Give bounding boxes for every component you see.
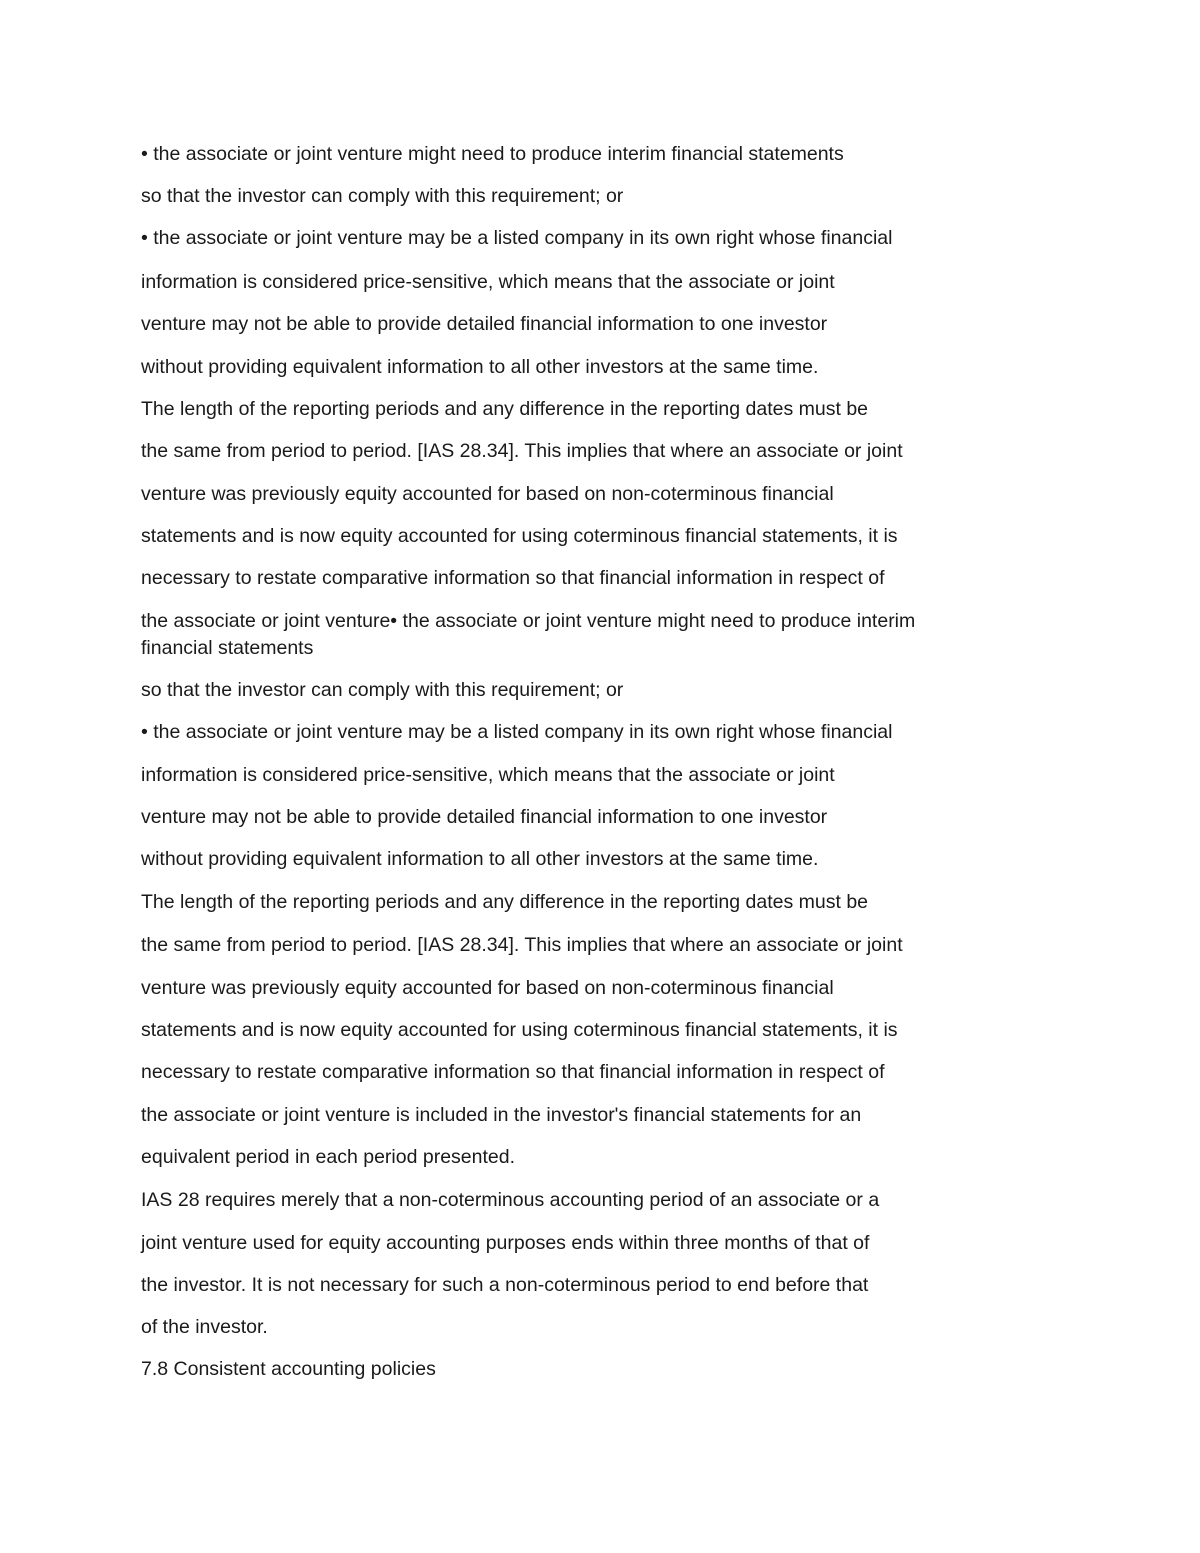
text-line: statements and is now equity accounted for using coterminous financial statements, it is — [141, 1019, 898, 1041]
text-line: of the investor. — [141, 1316, 268, 1338]
text-line: so that the investor can comply with this requirement; or — [141, 185, 624, 207]
text-line: the same from period to period. [IAS 28.34]. This implies that where an associate or joint — [141, 934, 903, 956]
text-line: the associate or joint venture is included in the investor's financial statements for an — [141, 1104, 862, 1126]
text-line: • the associate or joint venture might need to produce interim financial statements — [141, 143, 844, 165]
text-line: venture may not be able to provide detailed financial information to one investor — [141, 313, 828, 335]
text-line: the same from period to period. [IAS 28.34]. This implies that where an associate or joint — [141, 440, 903, 462]
text-line: information is considered price-sensitive, which means that the associate or joint — [141, 764, 835, 786]
text-line: necessary to restate comparative information so that financial information in respect of — [141, 1061, 885, 1083]
text-line: without providing equivalent information to all other investors at the same time. — [141, 848, 819, 870]
text-line: venture was previously equity accounted for based on non-coterminous financial — [141, 977, 834, 999]
text-line: • the associate or joint venture may be a listed company in its own right whose financial — [141, 721, 893, 743]
text-line: financial statements — [141, 637, 314, 659]
text-line: venture was previously equity accounted for based on non-coterminous financial — [141, 483, 834, 505]
text-line: necessary to restate comparative information so that financial information in respect of — [141, 567, 885, 589]
text-line: the associate or joint venture• the associate or joint venture might need to produce interim — [141, 610, 916, 632]
text-line: so that the investor can comply with this requirement; or — [141, 679, 624, 701]
text-line: statements and is now equity accounted for using coterminous financial statements, it is — [141, 525, 898, 547]
text-line: the investor. It is not necessary for such a non-coterminous period to end before that — [141, 1274, 869, 1296]
text-line: IAS 28 requires merely that a non-coterminous accounting period of an associate or a — [141, 1189, 880, 1211]
text-line: equivalent period in each period presented. — [141, 1146, 516, 1168]
text-line: The length of the reporting periods and any difference in the reporting dates must be — [141, 398, 869, 420]
text-line: information is considered price-sensitive, which means that the associate or joint — [141, 271, 835, 293]
text-line: without providing equivalent information to all other investors at the same time. — [141, 356, 819, 378]
text-line: venture may not be able to provide detailed financial information to one investor — [141, 806, 828, 828]
text-line: • the associate or joint venture may be a listed company in its own right whose financial — [141, 227, 893, 249]
text-line: joint venture used for equity accounting purposes ends within three months of that of — [141, 1232, 870, 1254]
text-line: The length of the reporting periods and any difference in the reporting dates must be — [141, 891, 869, 913]
section-heading: 7.8 Consistent accounting policies — [141, 1358, 436, 1380]
